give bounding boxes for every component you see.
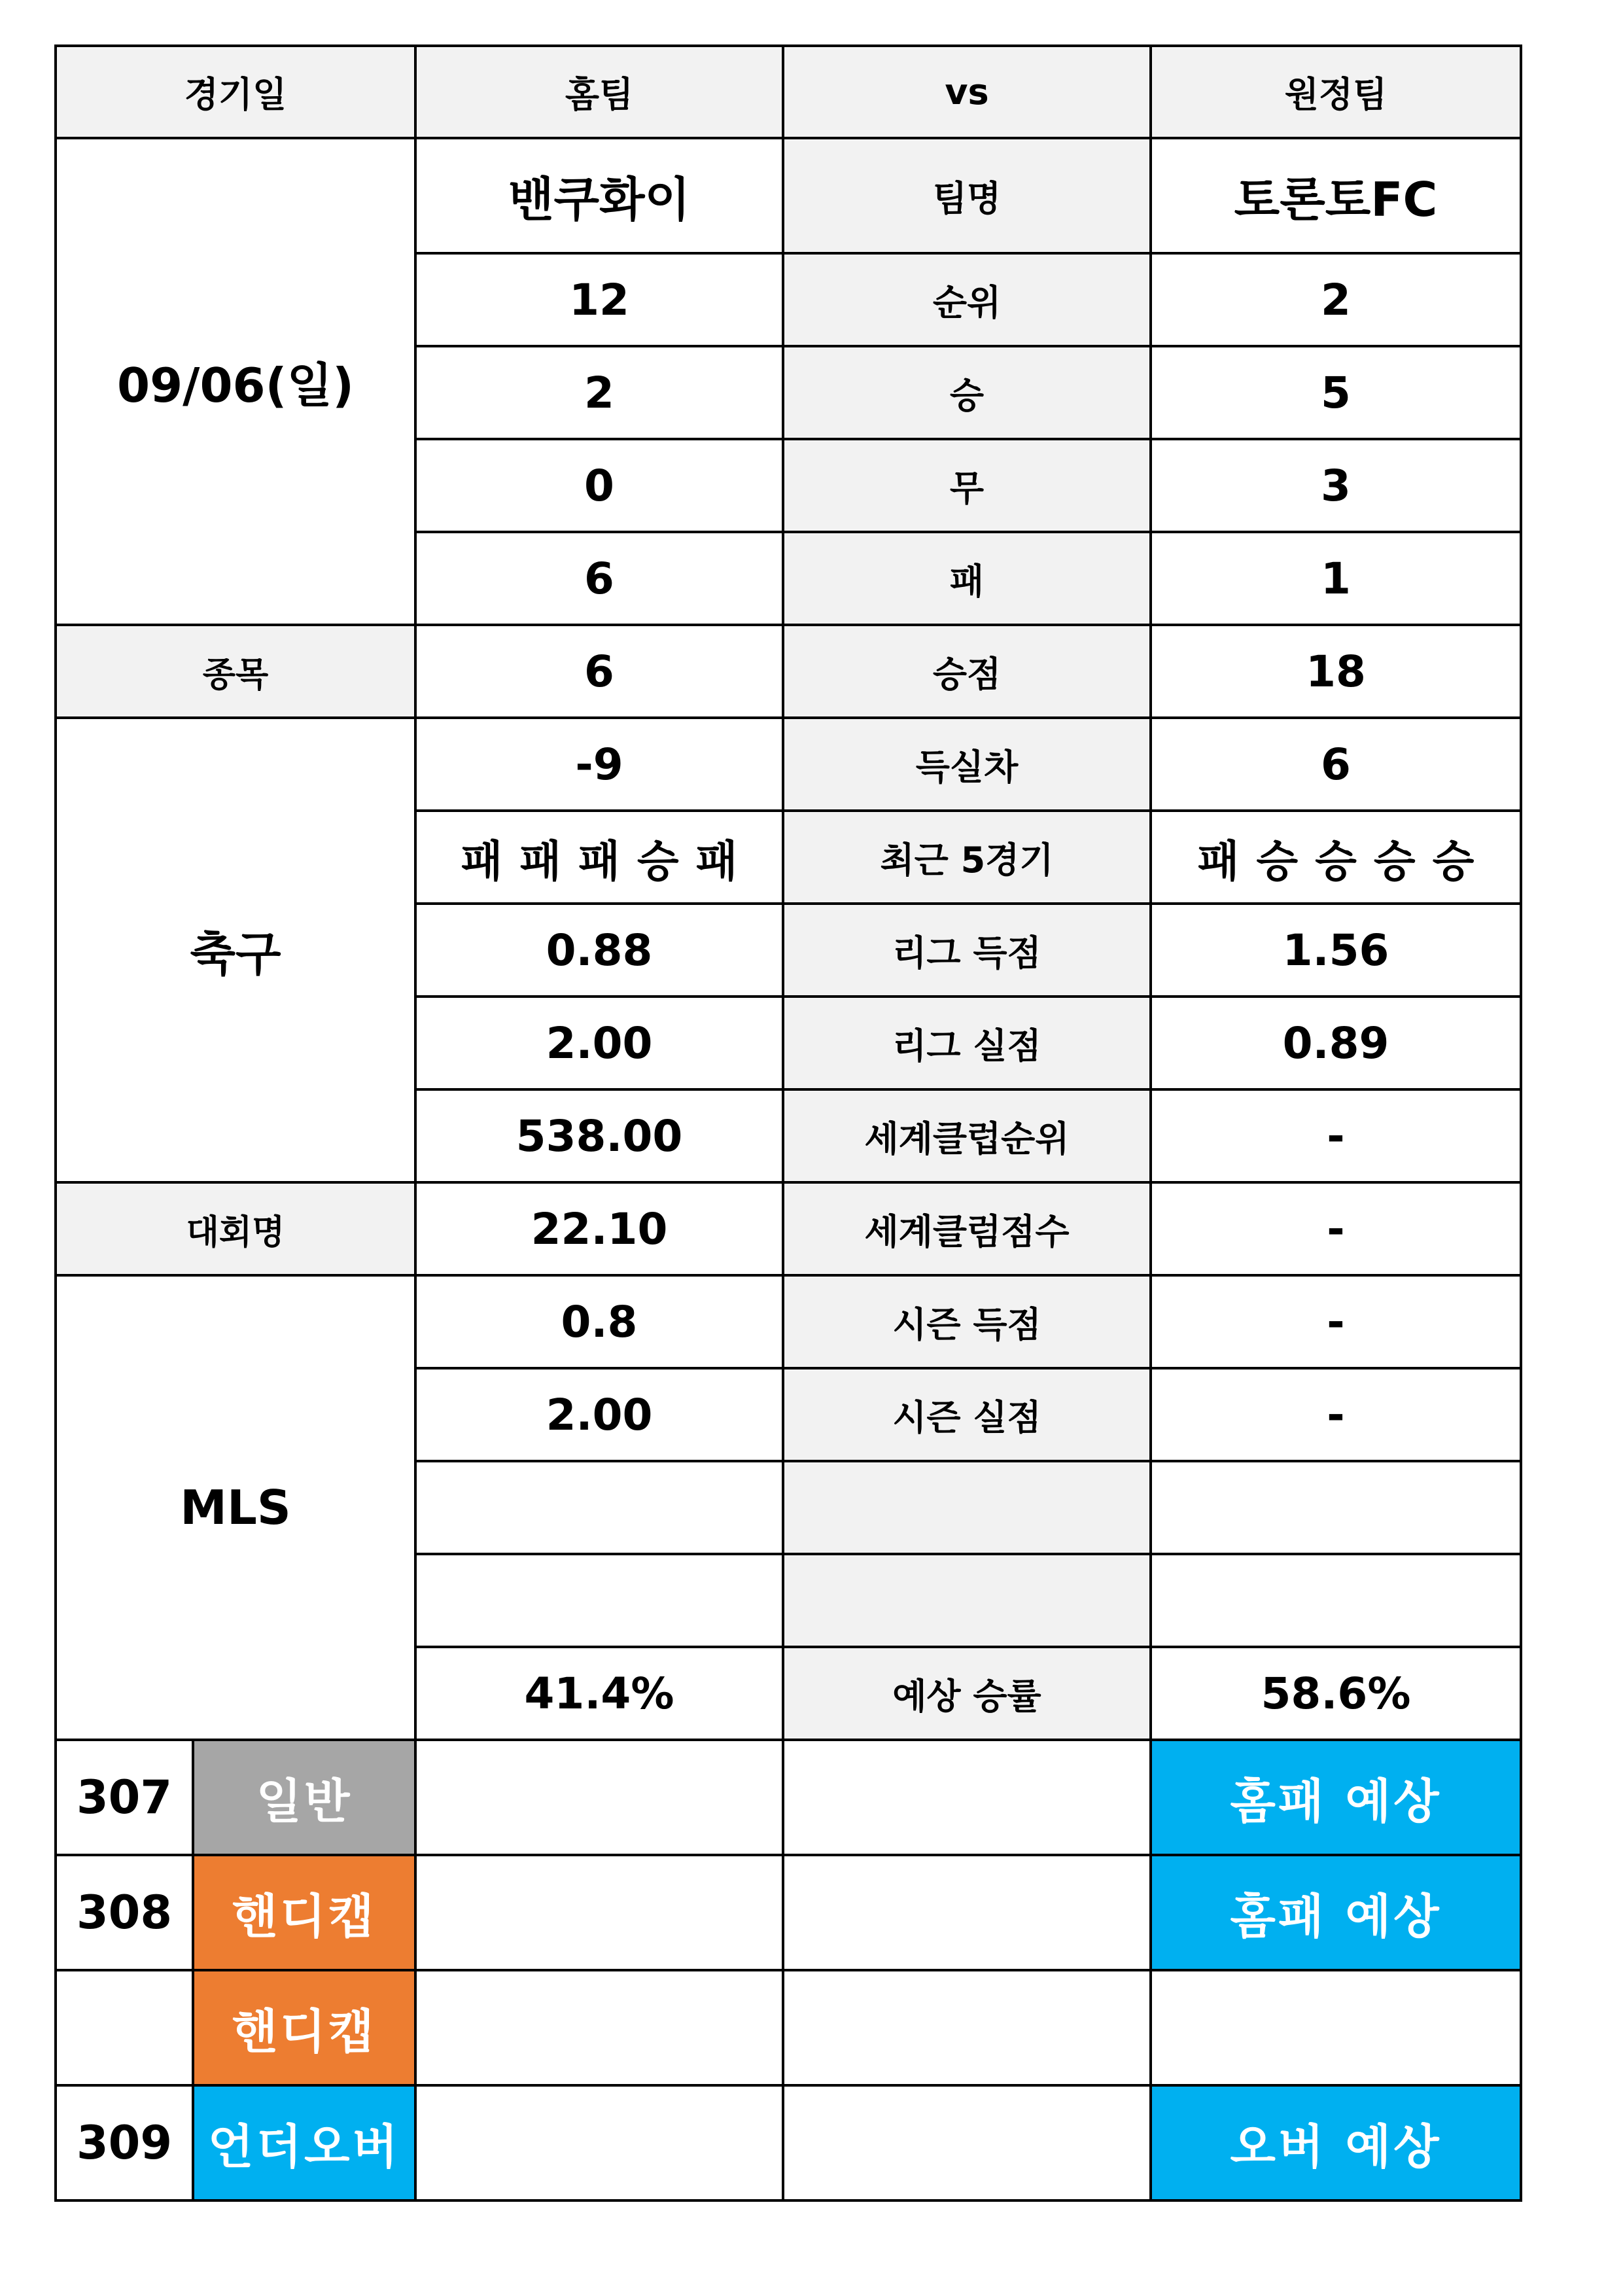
bet-prediction: 홈패 예상 (1151, 1740, 1521, 1855)
empty-cell (415, 1855, 783, 1970)
bet-row (56, 1855, 1521, 1970)
stat-row (56, 718, 1521, 811)
away-wins: 5 (1151, 346, 1521, 439)
home-losses: 6 (415, 532, 783, 625)
home-season-scored: 0.8 (415, 1275, 783, 1368)
team-row (56, 138, 1521, 253)
away-season-conceded: - (1151, 1368, 1521, 1461)
stat-label: 예상 승률 (783, 1647, 1151, 1740)
away-world-rank: - (1151, 1089, 1521, 1182)
away-draws: 3 (1151, 439, 1521, 532)
away-goal-diff: 6 (1151, 718, 1521, 811)
empty-cell (415, 1970, 783, 2085)
home-league-conceded: 2.00 (415, 997, 783, 1089)
vs-header: vs (783, 46, 1151, 138)
bet-number: 309 (56, 2085, 193, 2200)
stat-label: 팀명 (783, 138, 1151, 253)
away-rank: 2 (1151, 253, 1521, 346)
stat-label: 승 (783, 346, 1151, 439)
home-points: 6 (415, 625, 783, 718)
empty-cell (783, 1855, 1151, 1970)
bet-type-handicap: 핸디캡 (193, 1970, 415, 2085)
away-team-name: 토론토FC (1151, 138, 1521, 253)
bet-number: 307 (56, 1740, 193, 1855)
bet-type-handicap: 핸디캡 (193, 1855, 415, 1970)
empty-cell (783, 2085, 1151, 2200)
stat-row (56, 625, 1521, 718)
stat-label: 시즌 득점 (783, 1275, 1151, 1368)
bet-row (56, 1740, 1521, 1855)
away-world-score: - (1151, 1182, 1521, 1275)
empty-cell (415, 1461, 783, 1554)
bet-row (56, 2085, 1521, 2200)
empty-cell (1151, 1554, 1521, 1647)
empty-cell (415, 1740, 783, 1855)
league-label: 대회명 (56, 1182, 415, 1275)
home-league-scored: 0.88 (415, 904, 783, 997)
league-value: MLS (56, 1275, 415, 1740)
stat-label: 세계클럽순위 (783, 1089, 1151, 1182)
empty-cell (415, 2085, 783, 2200)
home-world-rank: 538.00 (415, 1089, 783, 1182)
stat-row (56, 1275, 1521, 1368)
empty-label-cell (783, 1461, 1151, 1554)
bet-prediction-empty (1151, 1970, 1521, 2085)
empty-cell (783, 1740, 1151, 1855)
stat-row (56, 1182, 1521, 1275)
header-row (56, 46, 1521, 138)
bet-prediction: 오버 예상 (1151, 2085, 1521, 2200)
empty-cell (1151, 1461, 1521, 1554)
home-header: 홈팀 (415, 46, 783, 138)
away-points: 18 (1151, 625, 1521, 718)
stat-label: 득실차 (783, 718, 1151, 811)
away-win-probability: 58.6% (1151, 1647, 1521, 1740)
date-header: 경기일 (56, 46, 415, 138)
empty-cell (783, 1970, 1151, 2085)
sport-label: 종목 (56, 625, 415, 718)
sport-value: 축구 (56, 718, 415, 1182)
home-draws: 0 (415, 439, 783, 532)
away-league-conceded: 0.89 (1151, 997, 1521, 1089)
stat-label: 순위 (783, 253, 1151, 346)
stat-label: 승점 (783, 625, 1151, 718)
empty-cell (415, 1554, 783, 1647)
home-recent-form: 패패패승패 (415, 811, 783, 904)
bet-number: 308 (56, 1855, 193, 1970)
match-date: 09/06(일) (56, 138, 415, 625)
bet-row (56, 1970, 1521, 2085)
away-recent-form: 패승승승승 (1151, 811, 1521, 904)
home-team-name: 밴쿠화이 (415, 138, 783, 253)
stat-label: 패 (783, 532, 1151, 625)
bet-prediction: 홈패 예상 (1151, 1855, 1521, 1970)
stat-label: 시즌 실점 (783, 1368, 1151, 1461)
home-rank: 12 (415, 253, 783, 346)
home-goal-diff: -9 (415, 718, 783, 811)
bet-type-general: 일반 (193, 1740, 415, 1855)
stat-label: 세계클럼점수 (783, 1182, 1151, 1275)
bet-type-under-over: 언더오버 (193, 2085, 415, 2200)
stat-label: 리그 득점 (783, 904, 1151, 997)
stat-label: 최근 5경기 (783, 811, 1151, 904)
away-league-scored: 1.56 (1151, 904, 1521, 997)
home-wins: 2 (415, 346, 783, 439)
empty-label-cell (783, 1554, 1151, 1647)
home-season-conceded: 2.00 (415, 1368, 783, 1461)
home-world-score: 22.10 (415, 1182, 783, 1275)
match-table (54, 44, 1522, 2202)
away-season-scored: - (1151, 1275, 1521, 1368)
bet-number (56, 1970, 193, 2085)
home-win-probability: 41.4% (415, 1647, 783, 1740)
stat-label: 리그 실점 (783, 997, 1151, 1089)
away-header: 원정팀 (1151, 46, 1521, 138)
away-losses: 1 (1151, 532, 1521, 625)
stat-label: 무 (783, 439, 1151, 532)
